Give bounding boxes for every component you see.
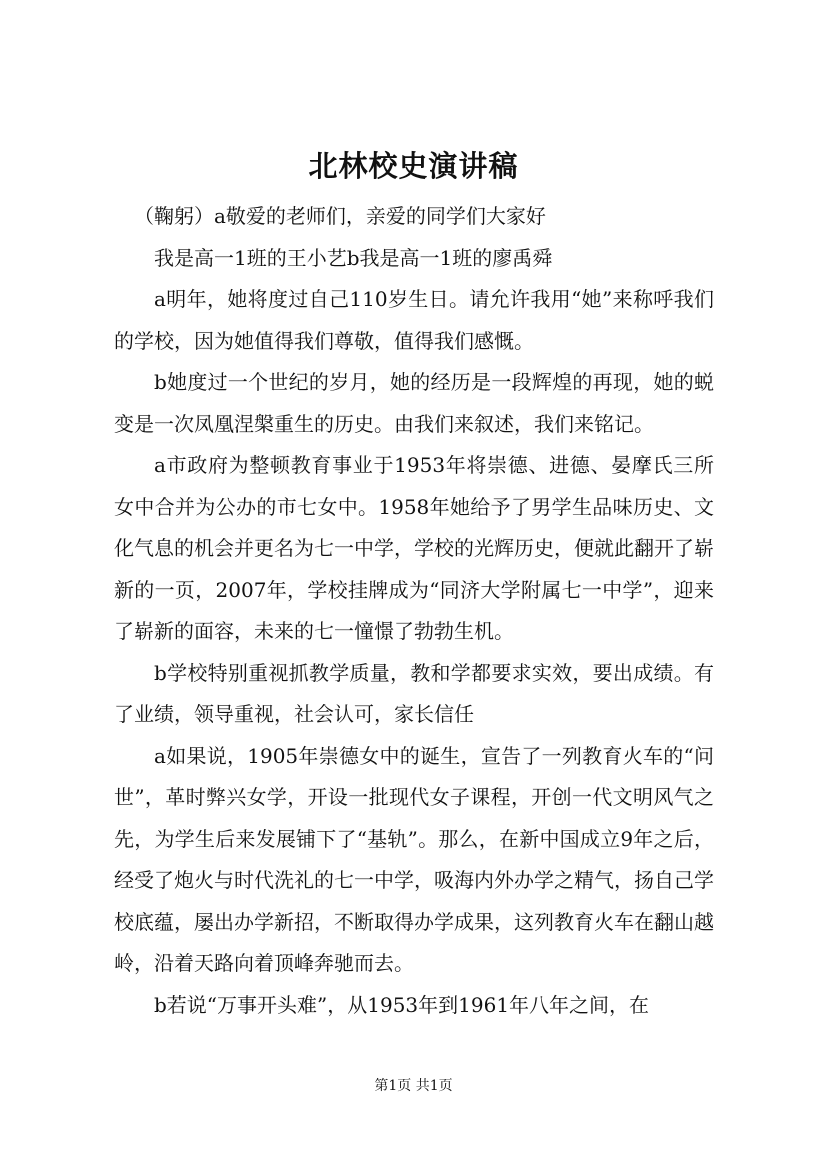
paragraph: a明年，她将度过自己110岁生日。请允许我用“她”来称呼我们的学校，因为她值得我们尊敬，值得我们感慨。 — [114, 287, 714, 353]
paragraph: b学校特别重视抓教学质量，教和学都要求实效，要出成绩。有了业绩，领导重视，社会认可，家长信任 — [114, 660, 714, 726]
paragraph: a市政府为整顿教育事业于1953年将崇德、进德、晏摩氏三所女中合并为公办的市七女中。1958年她给予了男学生品味历史、文化气息的机会并更名为七一中学，学校的光辉历史，便就此翻开了崭新的一页，2007年，学校挂牌成为“同济大学附属七一中学”，迎来了崭新的面容，未来的七一憧憬了勃勃生机。 — [114, 453, 714, 643]
paragraph: a如果说，1905年崇德女中的诞生，宣告了一列教育火车的“问世”，革时弊兴女学，开设一批现代女子课程，开创一代文明风气之先，为学生后来发展铺下了“基轨”。那么，在新中国成立9年之后，经受了炮火与时代洗礼的七一中学，吸海内外办学之精气，扬自己学校底蕴，屡出办学新招，不断取得办学成果，这列教育火车在翻山越岭，沿着天路向着顶峰奔驰而去。 — [114, 743, 714, 975]
page-number-footer: 第1页 共1页 — [374, 1078, 453, 1094]
paragraph: b若说“万事开头难”，从1953年到1961年八年之间，在 — [154, 992, 650, 1017]
document-body — [114, 196, 714, 1026]
paragraph-greeting: （鞠躬）a敬爱的老师们，亲爱的同学们大家好 — [134, 204, 546, 228]
paragraph: b她度过一个世纪的岁月，她的经历是一段辉煌的再现，她的蜕变是一次凤凰涅槃重生的历史。由我们来叙述，我们来铭记。 — [114, 370, 714, 436]
paragraph-introduction: 我是高一1班的王小艺b我是高一1班的廖禹舜 — [154, 245, 553, 270]
document-title: 北林校史演讲稿 — [308, 149, 519, 183]
